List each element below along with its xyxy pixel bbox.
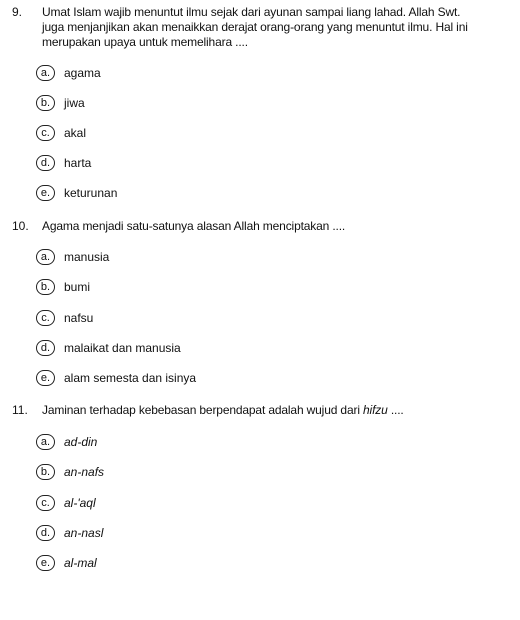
question-text: Agama menjadi satu-satunya alasan Allah menciptakan .... <box>42 219 346 233</box>
option-text: jiwa <box>64 96 85 110</box>
option-letter-badge: d. <box>36 525 55 541</box>
question-number: 10. <box>12 219 29 233</box>
option-letter-badge: c. <box>36 310 55 326</box>
option-9a[interactable] <box>36 63 101 83</box>
question-text: Umat Islam wajib menuntut ilmu sejak dari ayunan sampai liang lahad. Allah Swt. juga menjanjikan akan menaikkan derajat orang-orang yang menuntut ilmu. Hal ini merupakan upaya untuk memelihara .... <box>42 5 468 49</box>
option-letter-badge: e. <box>36 555 55 571</box>
option-text: malaikat dan manusia <box>64 341 181 355</box>
option-10b[interactable] <box>36 277 90 297</box>
question-number: 9. <box>12 5 23 19</box>
option-text: harta <box>64 156 92 170</box>
option-text: bumi <box>64 280 91 294</box>
option-text: al-'aql <box>64 496 96 510</box>
question-number: 11. <box>12 403 28 417</box>
option-letter-badge: a. <box>36 434 55 450</box>
option-text: akal <box>64 126 87 140</box>
option-10c[interactable] <box>36 308 93 328</box>
question-text-part: Jaminan terhadap kebebasan berpendapat adalah wujud dari <box>42 403 364 417</box>
option-text: keturunan <box>64 186 118 200</box>
option-letter-badge: e. <box>36 185 55 201</box>
option-11b[interactable] <box>36 462 104 482</box>
option-text: an-nafs <box>64 465 105 479</box>
option-11a[interactable] <box>36 432 97 452</box>
option-letter-badge: b. <box>36 95 55 111</box>
option-text: an-nasl <box>64 526 104 540</box>
option-9c[interactable] <box>36 123 86 143</box>
option-text: ad-din <box>64 435 98 449</box>
option-text: agama <box>64 66 101 80</box>
option-letter-badge: c. <box>36 495 55 511</box>
option-letter-badge: b. <box>36 279 55 295</box>
question-text-part: .... <box>387 403 404 417</box>
option-text: alam semesta dan isinya <box>64 371 197 385</box>
option-letter-badge: e. <box>36 370 55 386</box>
option-letter-badge: b. <box>36 464 55 480</box>
option-letter-badge: a. <box>36 249 55 265</box>
question-text-italic-term: hifzu <box>363 403 388 417</box>
option-letter-badge: d. <box>36 155 55 171</box>
option-11d[interactable] <box>36 523 103 543</box>
option-10d[interactable] <box>36 338 181 358</box>
option-text: al-mal <box>64 556 97 570</box>
option-10e[interactable] <box>36 368 196 388</box>
option-text: nafsu <box>64 311 94 325</box>
option-11c[interactable] <box>36 493 96 513</box>
option-9b[interactable] <box>36 93 85 113</box>
option-9d[interactable] <box>36 153 91 173</box>
option-text: manusia <box>64 250 110 264</box>
option-10a[interactable] <box>36 247 109 267</box>
option-11e[interactable] <box>36 553 97 573</box>
option-letter-badge: d. <box>36 340 55 356</box>
question-text <box>42 403 482 418</box>
option-letter-badge: c. <box>36 125 55 141</box>
option-9e[interactable] <box>36 183 117 203</box>
option-letter-badge: a. <box>36 65 55 81</box>
